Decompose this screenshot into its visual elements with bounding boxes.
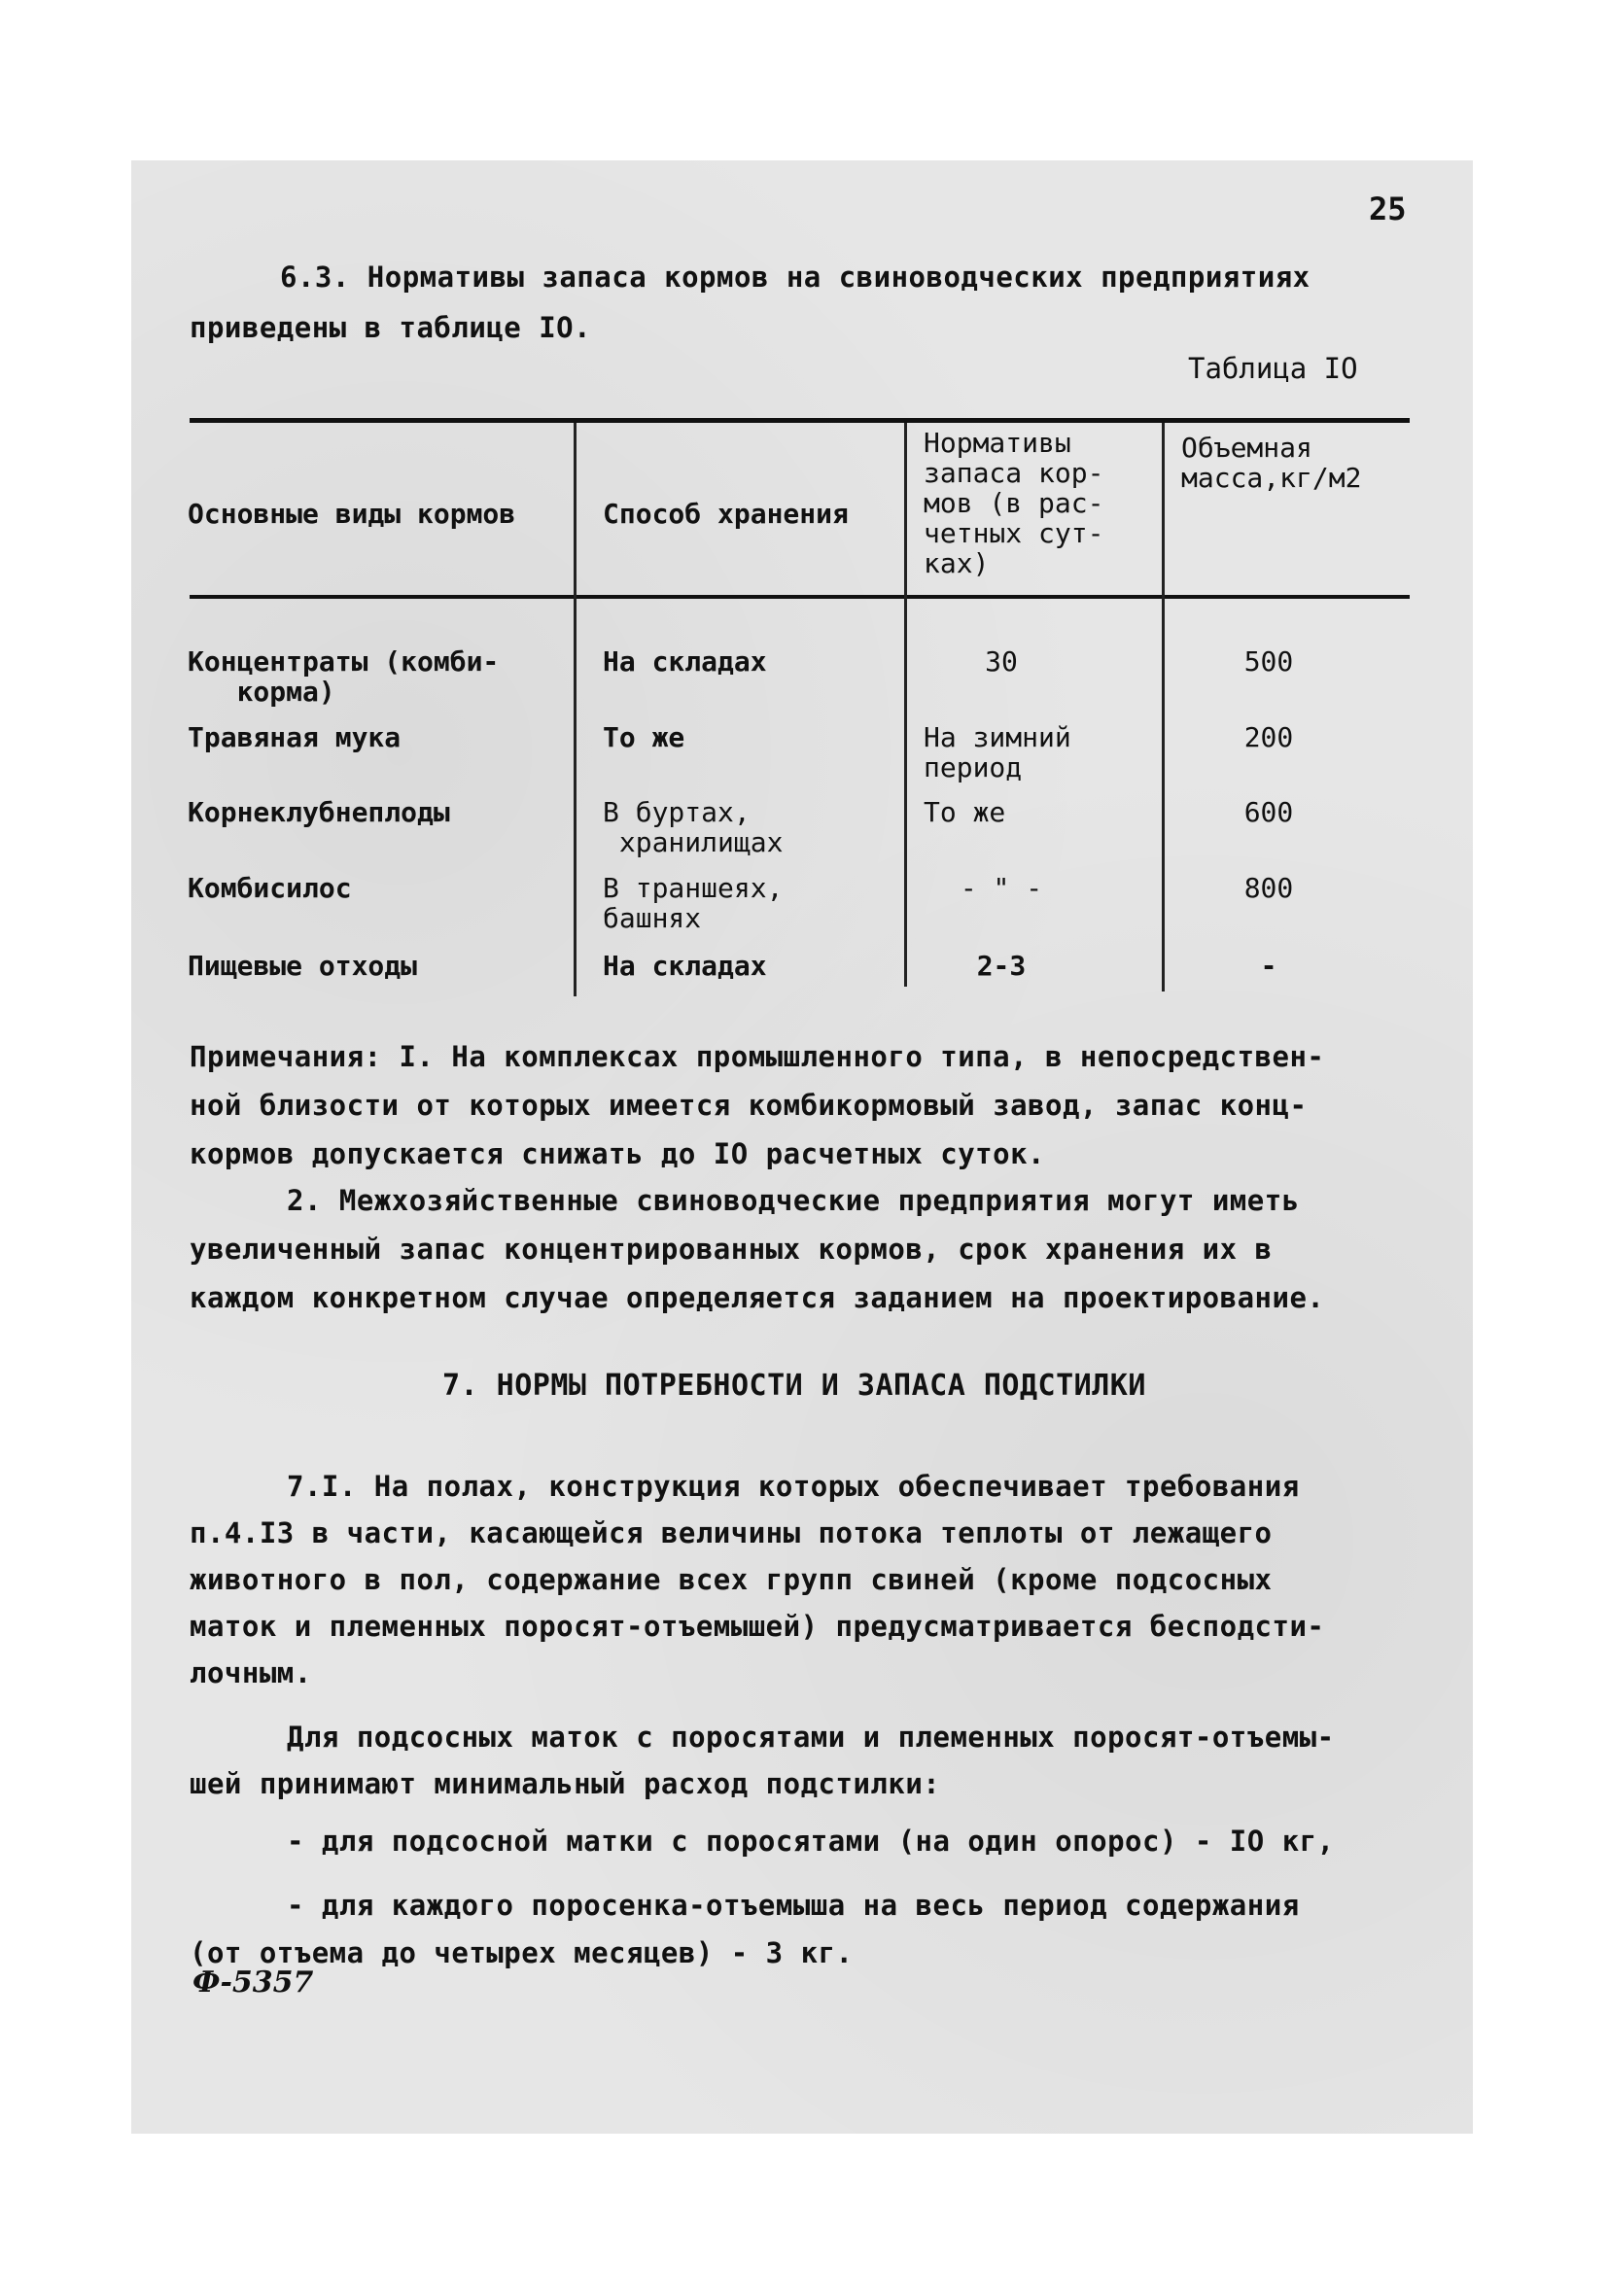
- row-storage-method: В буртах, хранилищах: [603, 796, 784, 858]
- row-reserve-norm: 30: [985, 645, 1018, 678]
- section-heading: 7. НОРМЫ ПОТРЕБНОСТИ И ЗАПАСА ПОДСТИЛКИ: [442, 1369, 1146, 1403]
- paragraph-line: маток и племенных поросят-отъемышей) предусматривается бесподсти-: [190, 1610, 1325, 1643]
- header-reserve-norm: Нормативы запаса кор- мов (в рас- четных сут- ках): [924, 427, 1104, 579]
- header-storage-method: Способ хранения: [603, 498, 849, 530]
- list-item: (от отъема до четырех месяцев) - 3 кг.: [190, 1936, 854, 1969]
- table-caption: Таблица IO: [1188, 352, 1358, 385]
- row-storage-method: То же: [603, 721, 685, 753]
- row-bulk-density: -: [1260, 950, 1277, 982]
- table-col-divider-2: [904, 423, 907, 987]
- table-header-rule: [190, 595, 1410, 599]
- note-line: ной близости от которых имеется комбикормовый завод, запас конц-: [190, 1089, 1308, 1122]
- row-reserve-norm: 2-3: [976, 950, 1027, 982]
- paragraph-line: 7.I. На полах, конструкция которых обеспечивает требования: [287, 1470, 1300, 1503]
- row-storage-method: На складах: [603, 645, 767, 678]
- row-storage-method: На складах: [603, 950, 767, 982]
- list-item: - для подсосной матки с поросятами (на один опорос) - IO кг,: [287, 1825, 1335, 1858]
- note-line: каждом конкретном случае определяется заданием на проектирование.: [190, 1281, 1325, 1314]
- row-feed-type: Корнеклубнеплоды: [188, 796, 450, 828]
- note-line: кормов допускается снижать до IO расчетных суток.: [190, 1137, 1046, 1170]
- row-bulk-density: 200: [1243, 721, 1294, 753]
- row-feed-type: Концентраты (комби- корма): [188, 645, 500, 708]
- row-bulk-density: 800: [1243, 872, 1294, 904]
- row-feed-type: Комбисилос: [188, 872, 352, 904]
- page-number: 25: [1369, 191, 1407, 227]
- header-bulk-density: Объемная масса,кг/м2: [1181, 432, 1362, 494]
- note-line: Примечания: I. На комплексах промышленного типа, в непосредствен-: [190, 1040, 1325, 1073]
- header-feed-type: Основные виды кормов: [188, 498, 516, 530]
- row-reserve-norm: На зимний период: [924, 721, 1071, 783]
- row-bulk-density: 600: [1243, 796, 1294, 828]
- intro-line-2: приведены в таблице IO.: [190, 311, 592, 344]
- row-reserve-norm: - " -: [960, 872, 1043, 904]
- document-stamp: Ф-5357: [192, 1966, 314, 2000]
- row-storage-method: В траншеях, башнях: [603, 872, 784, 934]
- paragraph-line: шей принимают минимальный расход подстилки:: [190, 1767, 941, 1800]
- paragraph-line: п.4.I3 в части, касающейся величины потока теплоты от лежащего: [190, 1516, 1273, 1549]
- list-item: - для каждого поросенка-отъемыша на весь период содержания: [287, 1889, 1300, 1922]
- row-feed-type: Пищевые отходы: [188, 950, 418, 982]
- intro-line-1: 6.3. Нормативы запаса кормов на свиноводческих предприятиях: [280, 261, 1311, 294]
- row-reserve-norm: То же: [924, 796, 1006, 828]
- table-col-divider-1: [574, 423, 577, 996]
- table-top-rule: [190, 418, 1410, 423]
- table-col-divider-3: [1162, 423, 1165, 991]
- row-feed-type: Травяная мука: [188, 721, 402, 753]
- paragraph-line: животного в пол, содержание всех групп свиней (кроме подсосных: [190, 1563, 1273, 1596]
- paragraph-line: Для подсосных маток с поросятами и племенных поросят-отъемы-: [287, 1721, 1335, 1754]
- paragraph-line: лочным.: [190, 1656, 312, 1689]
- note-line: 2. Межхозяйственные свиноводческие предприятия могут иметь: [287, 1184, 1300, 1217]
- note-line: увеличенный запас концентрированных кормов, срок хранения их в: [190, 1233, 1273, 1266]
- row-bulk-density: 500: [1243, 645, 1294, 678]
